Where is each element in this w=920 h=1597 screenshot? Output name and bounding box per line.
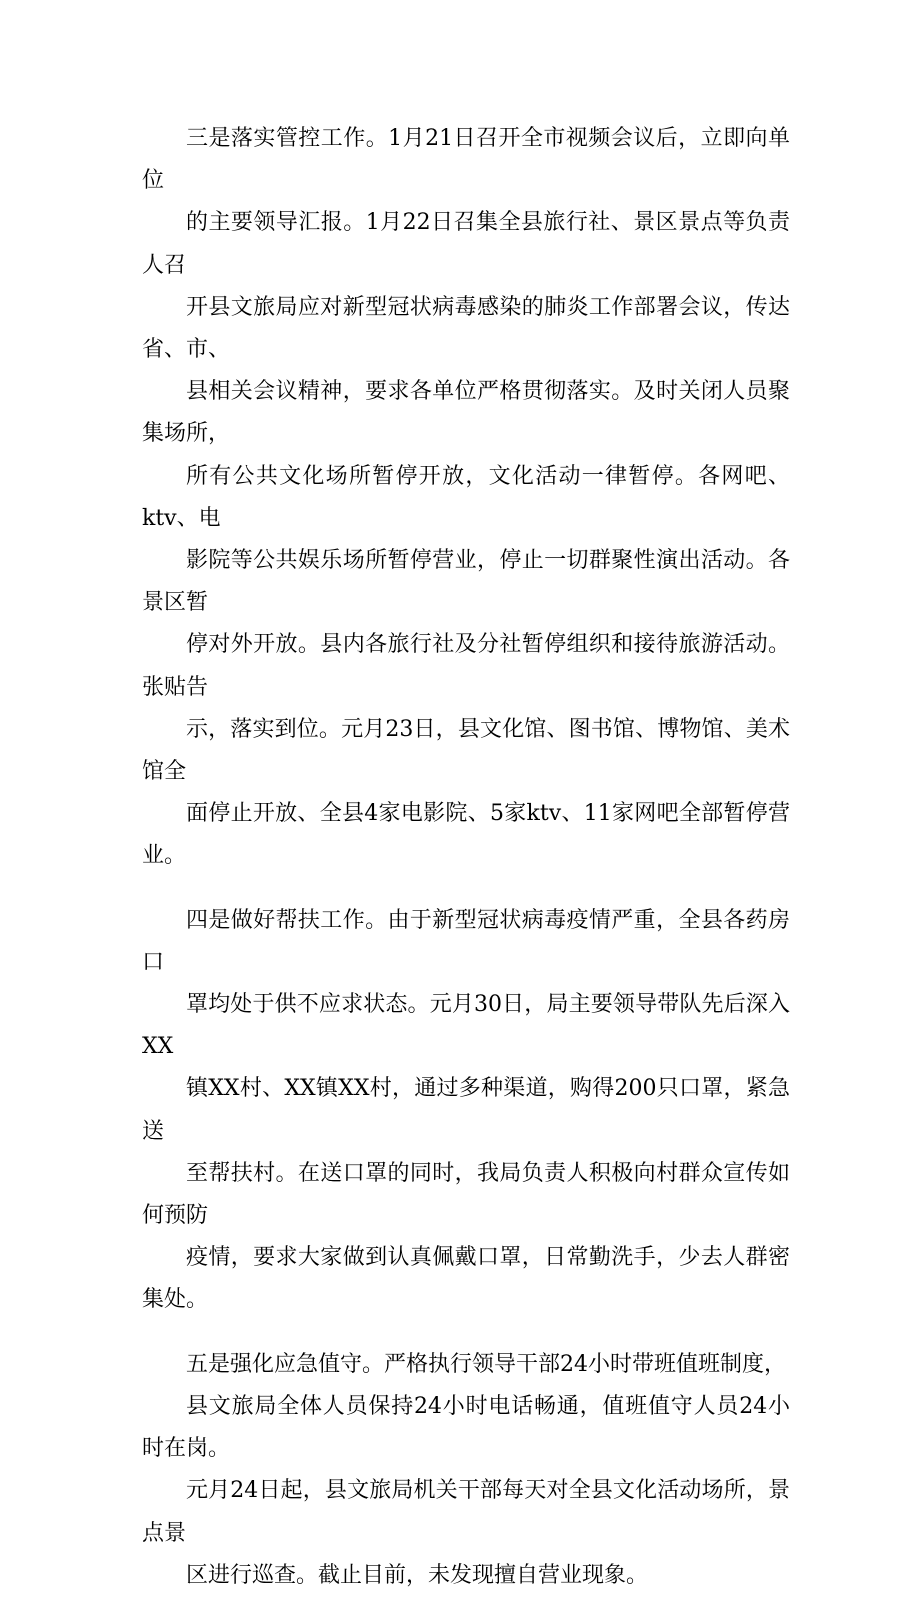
text-line: 疫情，要求大家做到认真佩戴口罩，日常勤洗手，少去人群密集处。	[142, 1245, 790, 1313]
text-line: 停对外开放。县内各旅行社及分社暂停组织和接待旅游活动。张贴告	[142, 632, 790, 700]
text-line: 罩均处于供不应求状态。元月30日，局主要领导带队先后深入XX	[142, 992, 790, 1060]
text-line: 面停止开放、全县4家电影院、5家ktv、11家网吧全部暂停营业。	[142, 801, 790, 869]
text-line: 五是强化应急值守。严格执行领导干部24小时带班值班制度，	[186, 1351, 786, 1377]
paragraph-control-work	[142, 118, 790, 878]
text-line: 示，落实到位。元月23日，县文化馆、图书馆、博物馆、美术馆全	[142, 716, 790, 785]
text-line: 区进行巡查。截止目前，未发现擅自营业现象。	[186, 1562, 649, 1588]
paragraph-emergency-duty	[142, 1344, 790, 1597]
text-line: 元月24日起，县文旅局机关干部每天对全县文化活动场所，景点景	[142, 1478, 790, 1546]
text-line: 所有公共文化场所暂停开放，文化活动一律暂停。各网吧、ktv、电	[142, 463, 790, 531]
text-line: 的主要领导汇报。1月22日召集全县旅行社、景区景点等负责人召	[142, 210, 790, 278]
text-line: 四是做好帮扶工作。由于新型冠状病毒疫情严重，全县各药房口	[142, 907, 790, 975]
text-line: 影院等公共娱乐场所暂停营业，停止一切群聚性演出活动。各景区暂	[142, 548, 790, 616]
text-line: 三是落实管控工作。1月21日召开全市视频会议后，立即向单位	[142, 126, 790, 194]
text-line: 开县文旅局应对新型冠状病毒感染的肺炎工作部署会议，传达省、市、	[142, 294, 790, 363]
text-line: 县相关会议精神，要求各单位严格贯彻落实。及时关闭人员聚集场所，	[142, 379, 790, 447]
text-line: 至帮扶村。在送口罩的同时，我局负责人积极向村群众宣传如何预防	[142, 1160, 790, 1229]
paragraph-assistance-work	[142, 900, 790, 1322]
text-line: 县文旅局全体人员保持24小时电话畅通，值班值守人员24小时在岗。	[142, 1393, 790, 1462]
text-line: 镇XX村、XX镇XX村，通过多种渠道，购得200只口罩，紧急送	[142, 1076, 790, 1144]
document-body	[142, 118, 790, 1597]
